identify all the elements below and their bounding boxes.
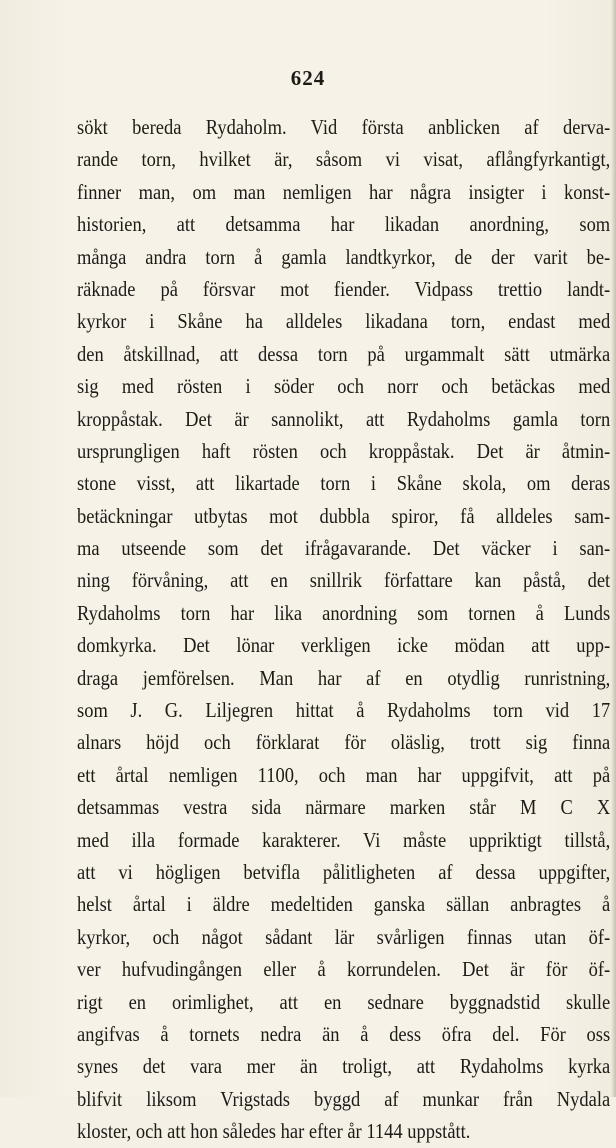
text-line: helst årtal i äldre medeltiden ganska sällan anbragtes å [77,892,611,917]
text-line: betäckningar utbytas mot dubbla spiror, få alldeles sam- [77,503,611,528]
text-line: som J. G. Liljegren hittat å Rydaholms torn vid 17 [77,698,611,723]
text-line: ett årtal nemligen 1100, och man har uppgifvit, att på [77,762,611,787]
text-line: ver hufvudingången eller å korrundelen. Det är för öf- [77,957,611,982]
text-line: blifvit liksom Vrigstads byggd af munkar från Nydala [77,1086,611,1111]
text-line: angifvas å tornets nedra än å dess öfra del. För oss [77,1021,611,1046]
body-text [77,111,611,1148]
text-line: att vi högligen betvifla pålitligheten af dessa uppgifter, [77,859,611,884]
text-line: många andra torn å gamla landtkyrkor, de der varit be- [77,244,611,269]
text-line: kyrkor i Skåne ha alldeles likadana torn, endast med [77,309,611,334]
text-line: historien, att detsamma har likadan anordning, som [77,212,611,237]
text-line: finner man, om man nemligen har några insigter i konst- [77,179,611,204]
text-line: detsammas vestra sida närmare marken står M C X [77,795,611,820]
text-line: kyrkor, och något sådant lär svårligen finnas utan öf- [77,924,611,949]
page-number: 624 [290,66,326,90]
text-line: med illa formade karakterer. Vi måste uppriktigt tillstå, [77,827,611,852]
text-line: kroppåstak. Det är sannolikt, att Rydaholms gamla torn [77,406,611,431]
text-line: kloster, och att hon således har efter år 1144 uppstått. [77,1119,471,1144]
text-line: ursprungligen haft rösten och kroppåstak. Det är åtmin- [77,438,611,463]
text-line: rande torn, hvilket är, såsom vi visat, aflångfyrkantigt, [77,147,611,172]
text-line: ning förvåning, att en snillrik författare kan påstå, det [77,568,611,593]
text-line: den åtskillnad, att dessa torn på urgammalt sätt utmärka [77,341,611,366]
text-line: sökt bereda Rydaholm. Vid första anblicken af derva- [77,115,611,139]
text-line: sig med rösten i söder och norr och betäckas med [77,374,611,399]
page-edge-shadow [611,0,616,1097]
text-line: Rydaholms torn har lika anordning som tornen å Lunds [77,600,611,625]
text-line: alnars höjd och förklarat för oläslig, trott sig finna [77,730,611,755]
text-line: domkyrka. Det lönar verkligen icke mödan att upp- [77,633,611,658]
text-line: synes det vara mer än troligt, att Rydaholms kyrka [77,1054,611,1079]
text-line: rigt en orimlighet, att en sednare byggnadstid skulle [77,989,611,1014]
text-line: räknade på försvar mot fiender. Vidpass trettio landt- [77,276,611,301]
text-line: draga jemförelsen. Man har af en otydlig runristning, [77,665,611,690]
text-line: ma utseende som det ifrågavarande. Det väcker i san- [77,536,611,561]
text-line: stone visst, att likartade torn i Skåne skola, om deras [77,471,611,496]
